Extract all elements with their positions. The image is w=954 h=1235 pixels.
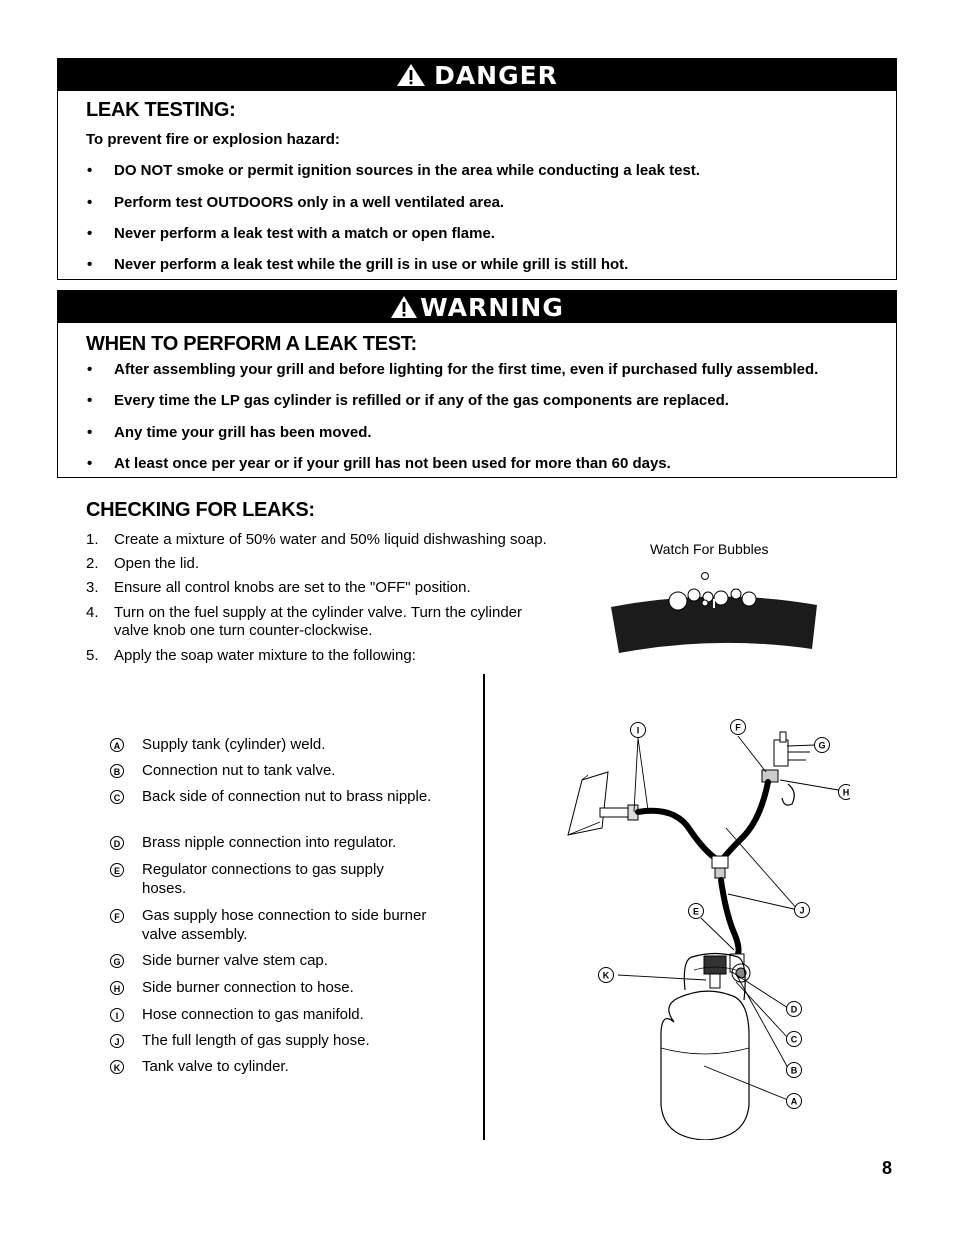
leak-testing-title: LEAK TESTING: (86, 99, 236, 121)
danger-bullet-2: Perform test OUTDOORS only in a well ventilated area. (114, 194, 505, 211)
step-text: Open the lid. (114, 555, 200, 572)
side-burner-valve (774, 740, 788, 766)
danger-intro: To prevent fire or explosion hazard: (86, 131, 340, 148)
callout-label-g: G (818, 740, 826, 751)
step-text: Apply the soap water mixture to the following: (114, 647, 416, 664)
legend-marker-b: B (110, 764, 124, 778)
callout-label-i: I (636, 725, 640, 736)
callout-label-k: K (602, 970, 610, 981)
legend-marker-a: A (110, 738, 124, 752)
legend-text-j: The full length of gas supply hose. (142, 1032, 370, 1049)
callout-label-a: A (790, 1096, 798, 1107)
legend-text-h: Side burner connection to hose. (142, 979, 354, 996)
legend-text-a: Supply tank (cylinder) weld. (142, 736, 326, 753)
callout-label-c: C (790, 1034, 798, 1045)
when-to-test-title: WHEN TO PERFORM A LEAK TEST: (86, 333, 417, 355)
tank-valve (704, 956, 726, 974)
legend-text-f: Gas supply hose connection to side burner valve assembly. (142, 907, 427, 943)
legend-text-b: Connection nut to tank valve. (142, 762, 336, 779)
gas-supply-hose-main (721, 880, 739, 954)
legend-text-i: Hose connection to gas manifold. (142, 1006, 364, 1023)
warning-banner-text: WARNING (420, 292, 564, 322)
legend-marker-g: G (110, 954, 124, 968)
legend-text-e: Regulator connections to gas supply hoses. (142, 861, 384, 897)
step-text: Turn on the fuel supply at the cylinder valve. Turn the cylinder valve knob one turn counter-clockwise. (114, 604, 522, 639)
warning-bullet-3: Any time your grill has been moved. (114, 424, 372, 441)
warning-bullet-4: At least once per year or if your grill has not been used for more than 60 days. (114, 455, 671, 472)
danger-bullet-4: Never perform a leak test while the grill is in use or while grill is still hot. (114, 256, 629, 273)
danger-banner (58, 59, 896, 91)
warning-banner (58, 291, 896, 323)
warning-triangle-icon (396, 63, 426, 87)
callout-label-f: F (735, 722, 741, 733)
warning-box (57, 290, 897, 478)
bullet-dot: • (87, 225, 93, 242)
legend-marker-c: C (110, 790, 124, 804)
legend-marker-e: E (110, 863, 124, 877)
checking-title: CHECKING FOR LEAKS: (86, 499, 315, 521)
legend-text-d: Brass nipple connection into regulator. (142, 834, 397, 851)
step-number: 4. (86, 604, 99, 621)
legend-text-k: Tank valve to cylinder. (142, 1058, 289, 1075)
callout-label-b: B (790, 1065, 798, 1076)
legend-marker-d: D (110, 836, 124, 850)
step-text: Create a mixture of 50% water and 50% liquid dishwashing soap. (114, 531, 547, 548)
legend-text-c: Back side of connection nut to brass nipple. (142, 788, 432, 805)
step-number: 2. (86, 555, 99, 572)
warning-bullet-2: Every time the LP gas cylinder is refilled or if any of the gas components are replaced. (114, 392, 729, 409)
legend-marker-h: H (110, 981, 124, 995)
hose-y-fitting (712, 856, 728, 868)
gas-supply-hose-right (722, 782, 768, 860)
danger-bullet-3: Never perform a leak test with a match or open flame. (114, 225, 495, 242)
callout-label-h: H (842, 787, 850, 798)
danger-banner-text: DANGER (434, 60, 558, 90)
bullet-dot: • (87, 392, 93, 409)
bullet-dot: • (87, 361, 93, 378)
step-number: 1. (86, 531, 99, 548)
legend-marker-i: I (110, 1008, 124, 1022)
bullet-dot: • (87, 455, 93, 472)
column-divider (483, 674, 485, 1140)
gas-supply-hose-left (638, 811, 718, 860)
legend-marker-j: J (110, 1034, 124, 1048)
bubbles-illustration (605, 565, 825, 660)
bubbles-caption: Watch For Bubbles (650, 541, 769, 557)
lp-gas-cylinder (661, 991, 749, 1140)
warning-triangle-icon (390, 295, 418, 319)
legend-marker-f: F (110, 909, 124, 923)
callout-label-e: E (692, 906, 700, 917)
danger-bullet-1: DO NOT smoke or permit ignition sources in the area while conducting a leak test. (114, 162, 700, 179)
warning-bullet-1: After assembling your grill and before lighting for the first time, even if purchased fully assembled. (114, 361, 819, 378)
callout-label-j: J (799, 905, 805, 916)
gas-assembly-diagram (560, 710, 850, 1140)
bullet-dot: • (87, 424, 93, 441)
callout-label-d: D (790, 1004, 798, 1015)
bullet-dot: • (87, 194, 93, 211)
grill-manifold (568, 772, 608, 835)
legend-marker-k: K (110, 1060, 124, 1074)
bullet-dot: • (87, 162, 93, 179)
legend-text-g: Side burner valve stem cap. (142, 952, 328, 969)
step-number: 3. (86, 579, 99, 596)
step-number: 5. (86, 647, 99, 664)
bullet-dot: • (87, 256, 93, 273)
page-number: 8 (882, 1158, 893, 1178)
step-text: Ensure all control knobs are set to the "OFF" position. (114, 579, 471, 596)
